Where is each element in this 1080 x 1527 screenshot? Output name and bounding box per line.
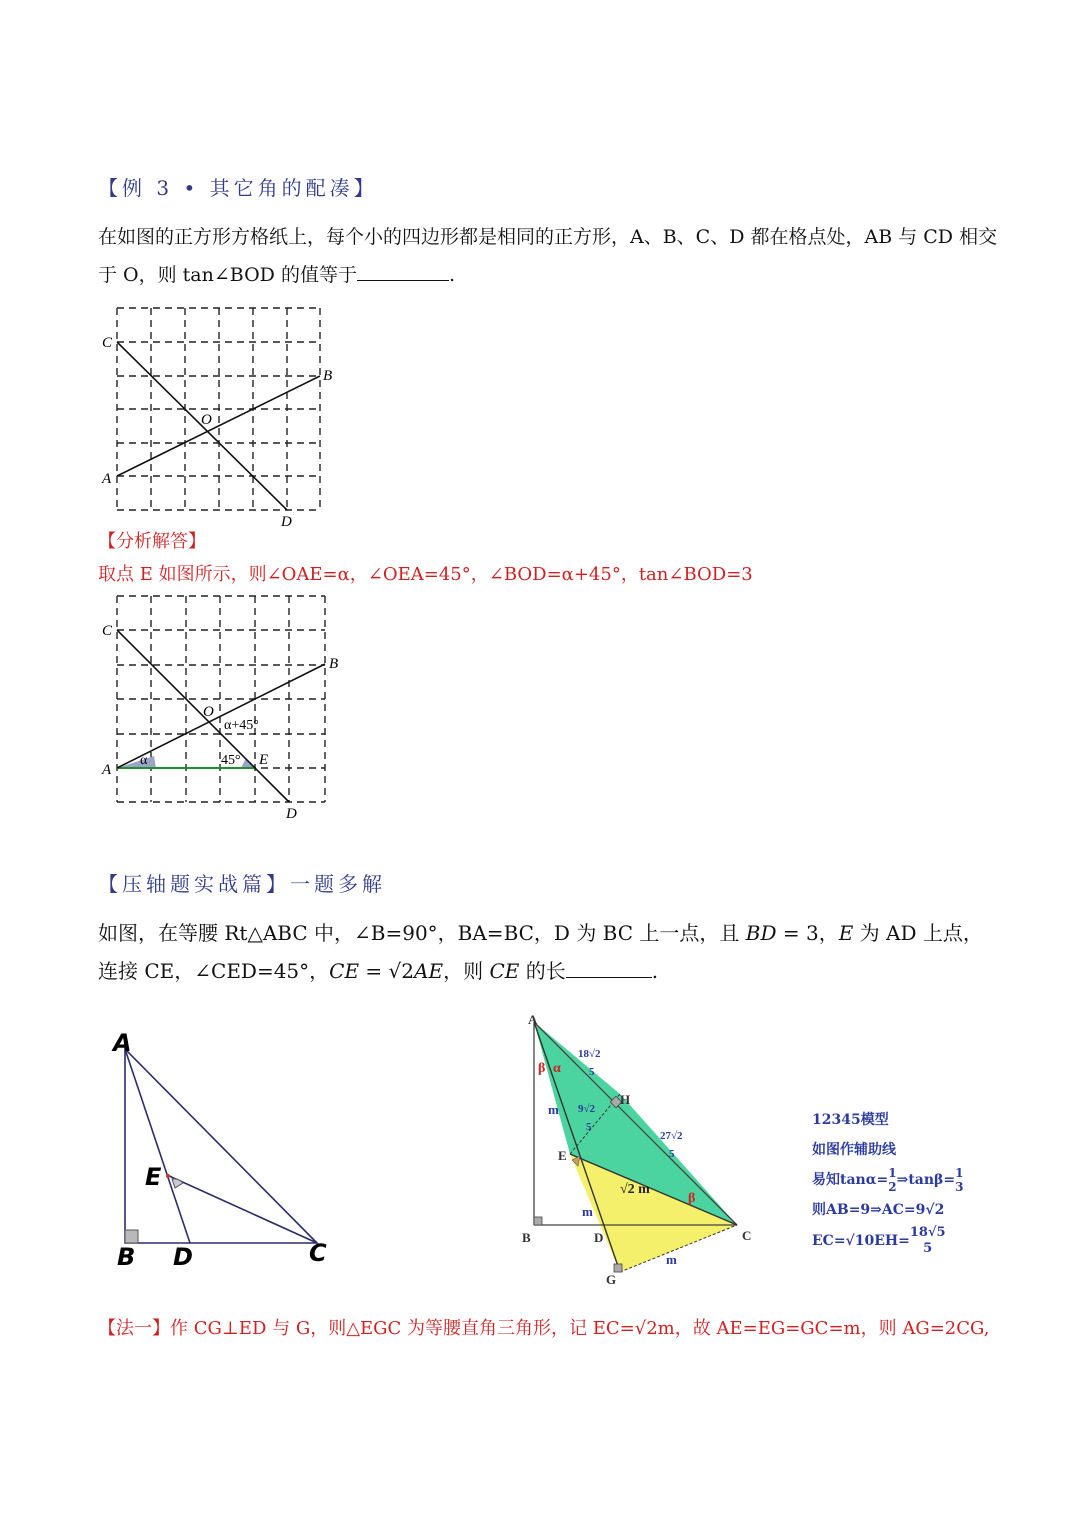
right-label-d: D — [594, 1230, 604, 1245]
problem-period: . — [448, 264, 455, 286]
seg-m-left: m — [548, 1102, 559, 1117]
line-ab — [117, 376, 320, 476]
label-b: B — [323, 368, 333, 384]
right-label-beta-2: β — [688, 1191, 696, 1206]
seg-top-den: 5 — [589, 1066, 595, 1078]
grid-figure-2 — [96, 588, 356, 820]
section-problem — [98, 914, 1018, 990]
left-label-d: D — [173, 1243, 193, 1271]
label-alpha-plus-45: α+45° — [224, 718, 259, 733]
right-label-b: B — [522, 1230, 531, 1245]
answer-blank-2[interactable] — [566, 959, 652, 978]
label-o: O — [201, 412, 212, 428]
seg-mid-num: 9√2 — [578, 1103, 596, 1115]
label-45: 45° — [221, 753, 241, 768]
problem-text — [98, 218, 998, 294]
right-label-g: G — [606, 1272, 617, 1287]
triangle-figure-left — [105, 1025, 355, 1275]
example-heading: 【例 3 • 其它角的配凑】 — [98, 176, 378, 200]
seg-mid-den: 5 — [586, 1121, 592, 1133]
triangle-figure-right — [520, 1010, 760, 1290]
label-c: C — [102, 335, 113, 351]
analysis-heading: 【分析解答】 — [98, 531, 206, 552]
model-title: 12345模型 — [812, 1112, 889, 1128]
answer-blank[interactable] — [357, 262, 449, 281]
analysis-text: 取点 E 如图所示，则∠OAE=α，∠OEA=45°，∠BOD=α+45°，tan∠BOD=3 — [98, 564, 753, 585]
seg-right-num: 27√2 — [660, 1130, 683, 1142]
model-line-3: 则AB=9⇒AC=9√2 — [812, 1202, 945, 1218]
right-label-alpha: α — [553, 1061, 561, 1076]
problem-line-2-text: 于 O，则 tan∠BOD 的值等于 — [98, 264, 357, 286]
seg-right-den: 5 — [669, 1148, 675, 1160]
problem-line-2 — [98, 256, 998, 294]
label-a-2: A — [102, 762, 112, 778]
model-line-1: 如图作辅助线 — [812, 1142, 896, 1158]
seg-ec-label: √2 m — [620, 1182, 650, 1197]
left-label-e: E — [145, 1163, 162, 1191]
seg-m-right: m — [666, 1252, 677, 1267]
label-d-2: D — [286, 806, 297, 820]
label-b-2: B — [329, 656, 339, 672]
method-1-text: 【法一】作 CG⊥ED 与 G，则△EGC 为等腰直角三角形，记 EC=√2m，故 AE=EG=GC=m，则 AG=2CG, — [98, 1318, 990, 1339]
right-label-a: A — [528, 1012, 538, 1027]
right-label-c: C — [742, 1228, 752, 1243]
grid-figure-1 — [96, 298, 346, 530]
problem-line-1: 在如图的正方形方格纸上，每个小的四边形都是相同的正方形，A、B、C、D 都在格点处，AB 与 CD 相交 — [98, 226, 998, 248]
section-problem-line-2: 连接 CE，∠CED=45°，CE = √2AE，则 CE 的长 . — [98, 959, 659, 983]
section-problem-line-1: 如图，在等腰 Rt△ABC 中，∠B=90°，BA=BC，D 为 BC 上一点，且 BD = 3，E 为 AD 上点， — [98, 921, 983, 945]
model-note — [812, 1105, 1012, 1257]
left-label-c: C — [309, 1239, 327, 1267]
label-a: A — [102, 471, 112, 487]
model-line-2: 易知tanα= 1 2 ⇒tanβ= 1 3 — [812, 1166, 964, 1194]
right-label-h: H — [620, 1092, 631, 1107]
left-label-a: A — [113, 1029, 132, 1057]
label-c-2: C — [102, 623, 113, 639]
left-label-b: B — [117, 1243, 136, 1271]
model-line-4: EC=√10EH= 18√5 5 — [812, 1225, 946, 1256]
seg-m-bottom: m — [582, 1204, 593, 1219]
label-d: D — [281, 514, 292, 530]
label-o-2: O — [203, 704, 214, 720]
right-label-e: E — [558, 1148, 567, 1163]
label-e-2: E — [259, 752, 269, 768]
section-heading: 【压轴题实战篇】一题多解 — [98, 872, 386, 896]
label-alpha: α — [140, 753, 148, 768]
seg-top-num: 18√2 — [578, 1048, 601, 1060]
right-label-beta: β — [538, 1061, 546, 1076]
